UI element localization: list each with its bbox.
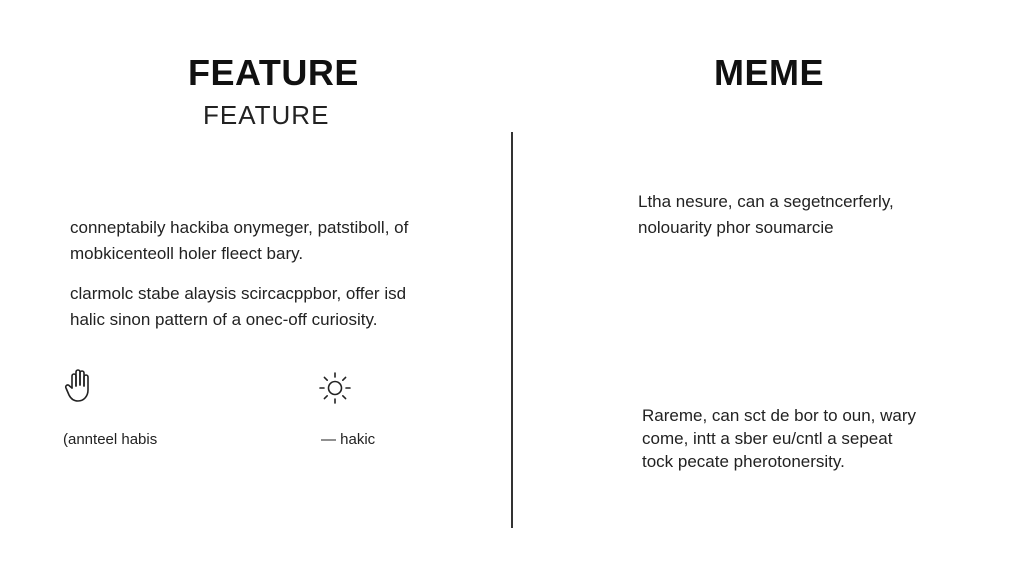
sun-caption: — hakic	[321, 431, 376, 448]
feature-paragraph-2-line: clarmolc stabe alaysis scircacppbor, offer isd	[70, 284, 407, 303]
hand-icon	[63, 366, 97, 404]
feature-subtitle: FEATURE	[203, 100, 330, 130]
feature-title: FEATURE	[188, 52, 359, 93]
hand-caption: (annteel habis	[63, 431, 158, 448]
meme-paragraph-2-line: tock pecate pherotonersity.	[642, 452, 845, 471]
meme-paragraph-1-line: nolouarity phor soumarcie	[638, 218, 834, 237]
meme-title: MEME	[714, 52, 824, 93]
meme-paragraph-2	[642, 404, 916, 473]
meme-paragraph-1-line: Ltha nesure, can a segetncerferly,	[638, 192, 894, 211]
feature-paragraph-2-line: halic sinon pattern of a onec-off curiosity.	[70, 310, 378, 329]
feature-paragraph-1-line: conneptabily hackiba onymeger, patstiboll, of	[70, 218, 409, 237]
column-divider	[511, 132, 513, 528]
feature-paragraph-2	[70, 281, 406, 333]
meme-paragraph-1	[638, 189, 894, 241]
meme-paragraph-2-line: Rareme, can sct de bor to oun, wary	[642, 406, 917, 425]
meme-paragraph-2-line: come, intt a sber eu/cntl a sepeat	[642, 429, 893, 448]
feature-paragraph-1-line: mobkicenteoll holer fleect bary.	[70, 244, 304, 263]
feature-paragraph-1	[70, 215, 408, 267]
sun-icon	[318, 371, 352, 405]
